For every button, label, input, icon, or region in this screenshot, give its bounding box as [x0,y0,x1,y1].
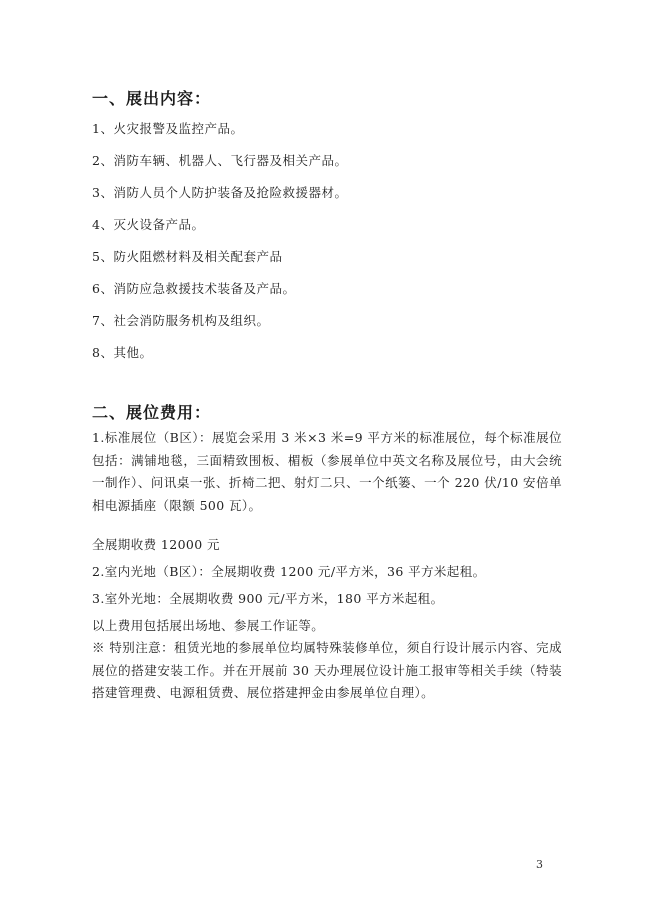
section-heading-fees: 二、展位费用： [92,403,212,422]
standard-booth-fee: 全展期收费 12000 元 [92,537,220,552]
list-item: 2、消防车辆、机器人、飞行器及相关产品。 [92,153,348,168]
list-item: 7、社会消防服务机构及组织。 [92,313,270,328]
indoor-space-fee: 2.室内光地（B区）：全展期收费 1200 元/平方米，36 平方米起租。 [92,564,486,579]
list-item: 6、消防应急救援技术装备及产品。 [92,281,296,296]
list-item: 3、消防人员个人防护装备及抢险救援器材。 [92,185,348,200]
outdoor-space-fee: 3.室外光地：全展期收费 900 元/平方米，180 平方米起租。 [92,591,444,606]
fee-includes-note: 以上费用包括展出场地、参展工作证等。 [92,618,325,633]
section-heading-exhibits: 一、展出内容： [92,89,212,108]
list-item: 4、灭火设备产品。 [92,217,205,232]
standard-booth-paragraph: 1.标准展位（B区）：展览会采用 3 米×3 米=9 平方米的标准展位，每个标准展位包括：满铺地毯，三面精致围板、楣板（参展单位中英文名称及展位号，由大会统一制作）、问讯桌一张、折椅二把、射灯二只、一个纸篓、一个 220 伏/10 安倍单相电源插座（限额 500 瓦）。 [92,430,562,513]
list-item: 5、防火阻燃材料及相关配套产品 [92,249,283,264]
special-notice-paragraph: ※ 特别注意：租赁光地的参展单位均属特殊装修单位，须自行设计展示内容、完成展位的搭建安装工作。并在开展前 30 天办理展位设计施工报审等相关手续（特装搭建管理费、电源租赁费、展位搭建押金由参展单位自理）。 [92,640,562,700]
list-item: 1、火灾报警及监控产品。 [92,121,244,136]
page-number: 3 [536,858,543,871]
list-item: 8、其他。 [92,345,153,360]
